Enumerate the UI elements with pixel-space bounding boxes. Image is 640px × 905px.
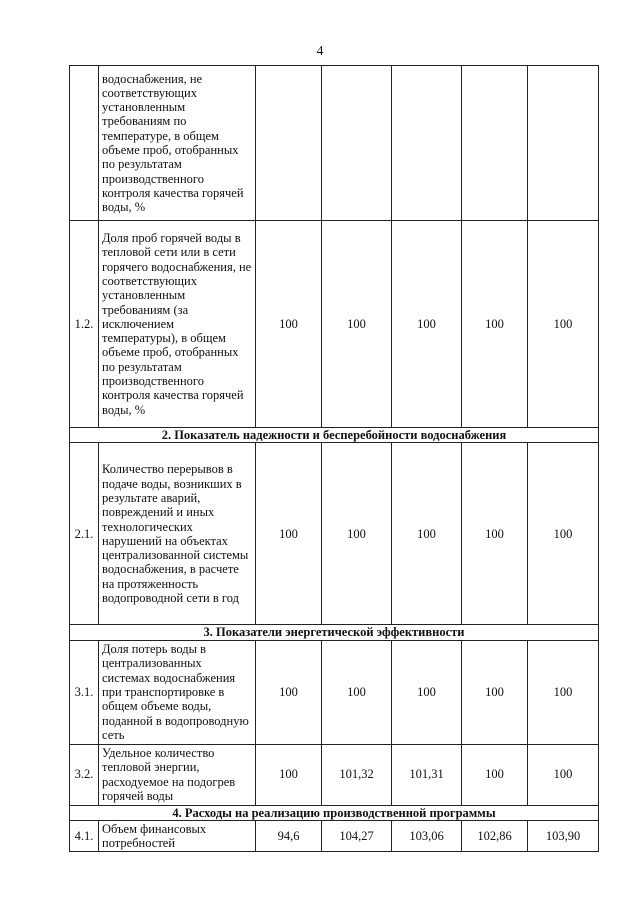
table-row: [70, 221, 599, 428]
indicator-number: 3.1.: [70, 640, 99, 744]
indicator-number: 4.1.: [70, 820, 99, 851]
table-row: [70, 66, 599, 221]
indicator-description: Доля потерь воды в централизованных системах водоснабжения при транспортировке в общем объеме воды, поданной в водопроводную сеть: [99, 640, 256, 744]
indicator-value: [322, 66, 392, 221]
indicator-description: Количество перерывов в подаче воды, возникших в результате аварий, повреждений и иных технологических нарушений на объектах централизованной системы водоснабжения, в расчете на протяженность водопроводной сети в год: [99, 443, 256, 625]
indicator-value: 100: [256, 744, 322, 805]
indicator-number: 3.2.: [70, 744, 99, 805]
indicator-value: 103,06: [392, 820, 462, 851]
indicator-value: [462, 66, 528, 221]
indicator-value: 103,90: [528, 820, 599, 851]
indicator-description: Удельное количество тепловой энергии, расходуемое на подогрев горячей воды: [99, 744, 256, 805]
indicators-table: [69, 65, 599, 852]
section-title: 2. Показатель надежности и бесперебойности водоснабжения: [70, 428, 599, 443]
indicator-description: Доля проб горячей воды в тепловой сети или в сети горячего водоснабжения, не соответствующих установленным требованиям (за исключением температуры), в общем объеме проб, отобранных по результатам производственного контроля качества горячей воды, %: [99, 221, 256, 428]
table-row: [70, 820, 599, 851]
table-row: [70, 443, 599, 625]
indicator-value: 100: [528, 221, 599, 428]
indicator-value: [256, 66, 322, 221]
indicator-value: 104,27: [322, 820, 392, 851]
indicator-value: 100: [256, 443, 322, 625]
indicator-number: 2.1.: [70, 443, 99, 625]
page-number: 4: [316, 44, 324, 59]
indicator-value: 100: [462, 443, 528, 625]
indicator-value: 100: [462, 221, 528, 428]
indicator-value: 100: [462, 640, 528, 744]
indicator-value: 100: [322, 221, 392, 428]
indicator-value: 100: [462, 744, 528, 805]
indicator-value: 100: [256, 640, 322, 744]
section-title: 4. Расходы на реализацию производственной программы: [70, 805, 599, 820]
indicator-value: 100: [392, 443, 462, 625]
indicator-value: 101,31: [392, 744, 462, 805]
table-row: [70, 744, 599, 805]
section-header-row: [70, 805, 599, 820]
indicator-value: 100: [322, 443, 392, 625]
section-header-row: [70, 428, 599, 443]
indicator-description: водоснабжения, не соответствующих установленным требованиям по температуре, в общем объеме проб, отобранных по результатам производственного контроля качества горячей воды, %: [99, 66, 256, 221]
indicator-value: 100: [392, 221, 462, 428]
table-row: [70, 640, 599, 744]
indicator-value: 94,6: [256, 820, 322, 851]
indicator-value: 100: [528, 640, 599, 744]
indicator-value: 101,32: [322, 744, 392, 805]
indicator-description: Объем финансовых потребностей: [99, 820, 256, 851]
section-header-row: [70, 625, 599, 640]
indicator-value: 100: [528, 443, 599, 625]
indicator-value: 100: [256, 221, 322, 428]
indicator-value: 102,86: [462, 820, 528, 851]
indicator-value: 100: [528, 744, 599, 805]
table-body: [70, 66, 599, 852]
indicator-value: 100: [392, 640, 462, 744]
indicator-number: [70, 66, 99, 221]
indicator-value: [392, 66, 462, 221]
indicator-value: [528, 66, 599, 221]
indicator-value: 100: [322, 640, 392, 744]
indicator-number: 1.2.: [70, 221, 99, 428]
section-title: 3. Показатели энергетической эффективности: [70, 625, 599, 640]
